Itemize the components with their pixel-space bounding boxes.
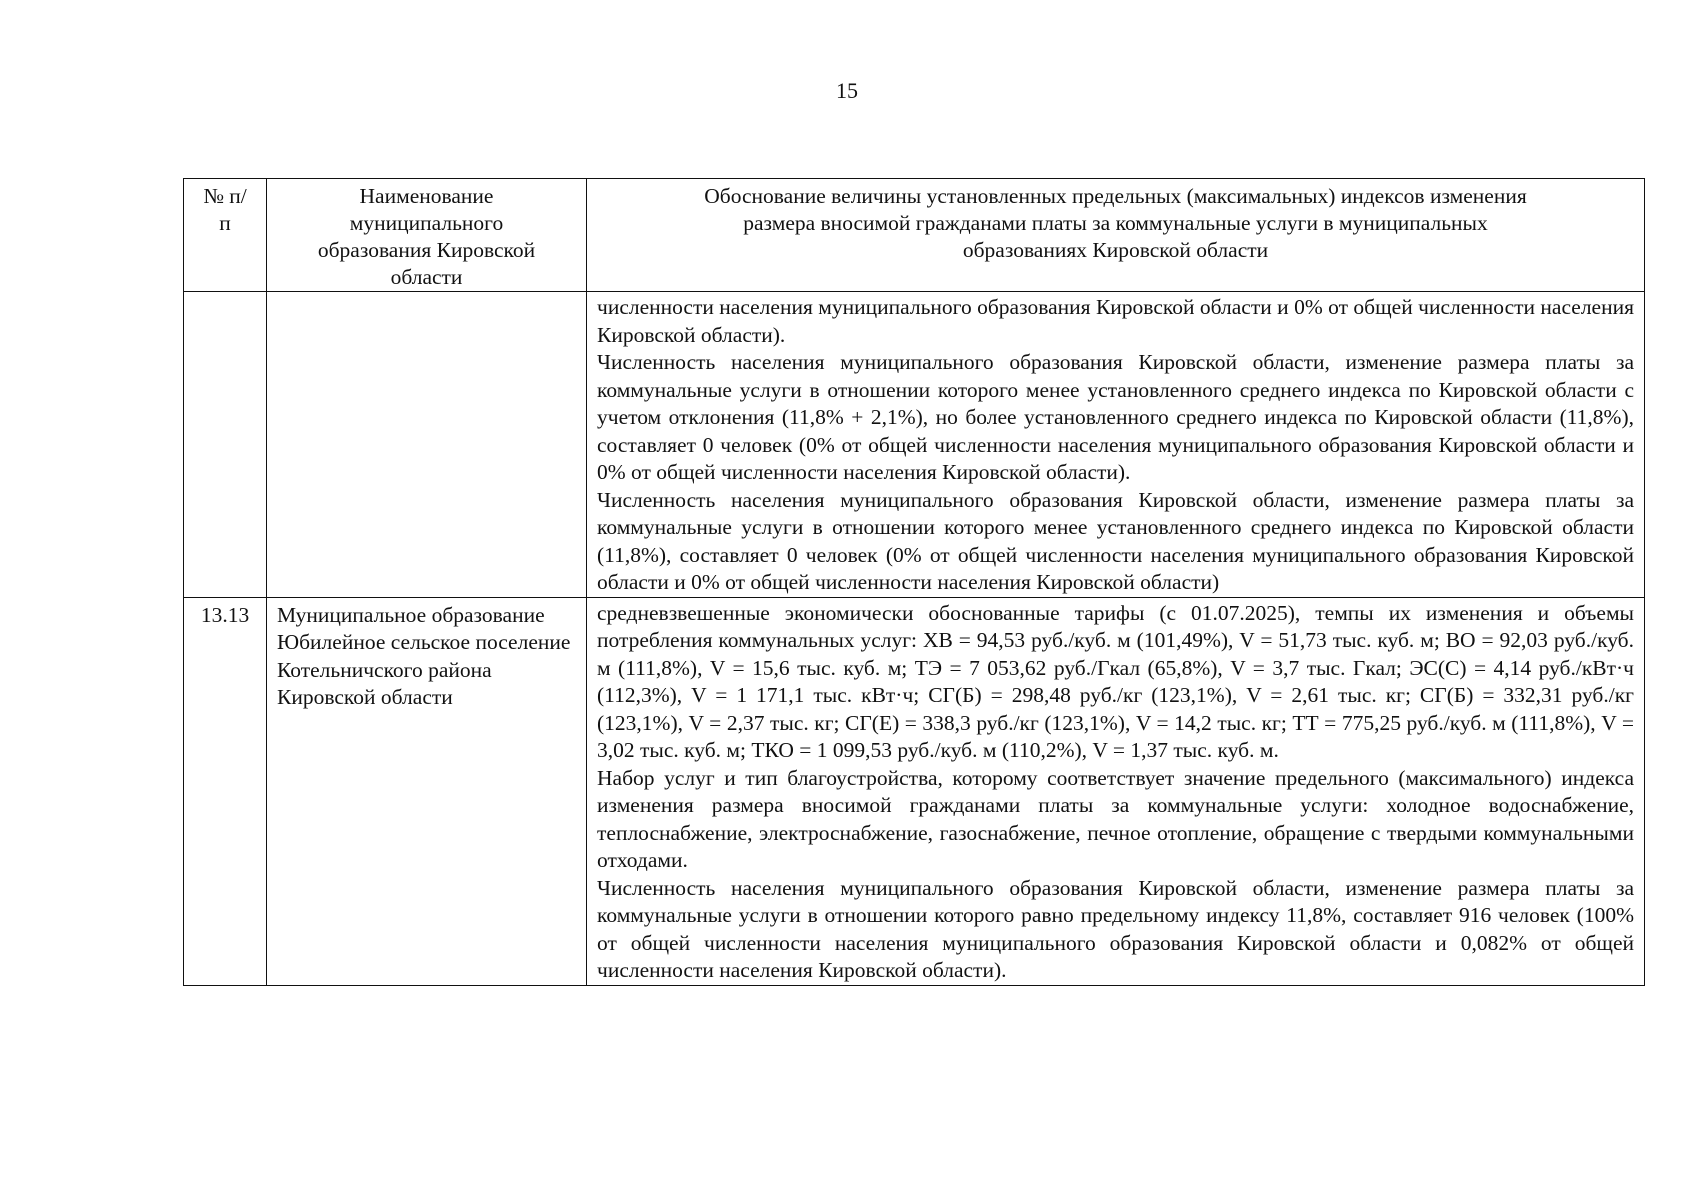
row-municipality-name <box>267 292 587 598</box>
justification-paragraph: Набор услуг и тип благоустройства, которому соответствует значение предельного (максимального) индекса изменения размера вносимой гражданами платы за коммунальные услуги: холодное водоснабжение, теплоснабжение, электроснабжение, газоснабжение, печное отопление, обращение с твердыми коммунальными отходами. <box>597 765 1634 872</box>
justification-paragraph: Численность населения муниципального образования Кировской области, изменение размера платы за коммунальные услуги в отношении которого равно предельному индексу 11,8%, составляет 916 человек (100% от общей численности населения муниципального образования Кировской области и 0,082% от общей численности населения Кировской области). <box>597 875 1634 982</box>
header-num: № п/п <box>184 179 267 292</box>
row-number: 13.13 <box>184 597 267 985</box>
justification-paragraph: Численность населения муниципального образования Кировской области, изменение размера платы за коммунальные услуги в отношении которого менее установленного среднего индекса по Кировской области с учетом отклонения (11,8% + 2,1%), но более установленного среднего индекса по Кировской области (11,8%), составляет 0 человек (0% от общей численности населения муниципального образования Кировской области и 0% от общей численности населения Кировской области). <box>597 350 1634 484</box>
row-justification <box>587 292 1645 598</box>
page-number: 15 <box>836 78 858 103</box>
justification-paragraph: Численность населения муниципального образования Кировской области, изменение размера платы за коммунальные услуги в отношении которого менее установленного среднего индекса по Кировской области (11,8%), составляет 0 человек (0% от общей численности населения муниципального образования Кировской области и 0% от общей численности населения Кировской области) <box>597 487 1634 594</box>
justification-paragraph: средневзвешенные экономически обоснованные тарифы (с 01.07.2025), темпы их изменения и объемы потребления коммунальных услуг: ХВ = 94,53 руб./куб. м (101,49%), V = 51,73 тыс. куб. м; ВО = 92,03 руб./куб. м (111,8%), V = 15,6 тыс. куб. м; ТЭ = 7 053,62 руб./Гкал (65,8%), V = 3,7 тыс. Гкал; ЭС(С) = 4,14 руб./кВт·ч (112,3%), V = 1 171,1 тыс. кВт·ч; СГ(Б) = 298,48 руб./кг (123,1%), V = 2,61 тыс. кг; СГ(Б) = 332,31 руб./кг (123,1%), V = 2,37 тыс. кг; СГ(Е) = 338,3 руб./кг (123,1%), V = 14,2 тыс. кг; ТТ = 775,25 руб./куб. м (111,8%), V = 3,02 тыс. куб. м; ТКО = 1 099,53 руб./куб. м (110,2%), V = 1,37 тыс. куб. м. <box>597 600 1634 762</box>
row-municipality-name: Муниципальное образование Юбилейное сельское поселение Котельничского района Кировской области <box>267 597 587 985</box>
table-header-row <box>184 179 1645 292</box>
header-name: Наименование муниципального образования Кировской области <box>267 179 587 292</box>
table-row <box>184 292 1645 598</box>
row-number <box>184 292 267 598</box>
data-table <box>183 178 1645 986</box>
justification-paragraph: численности населения муниципального образования Кировской области и 0% от общей численности населения Кировской области). <box>597 295 1634 347</box>
header-justification: Обоснование величины установленных предельных (максимальных) индексов изменения размера вносимой гражданами платы за коммунальные услуги в муниципальных образованиях Кировской области <box>587 179 1645 292</box>
table-row <box>184 597 1645 985</box>
row-justification <box>587 597 1645 985</box>
